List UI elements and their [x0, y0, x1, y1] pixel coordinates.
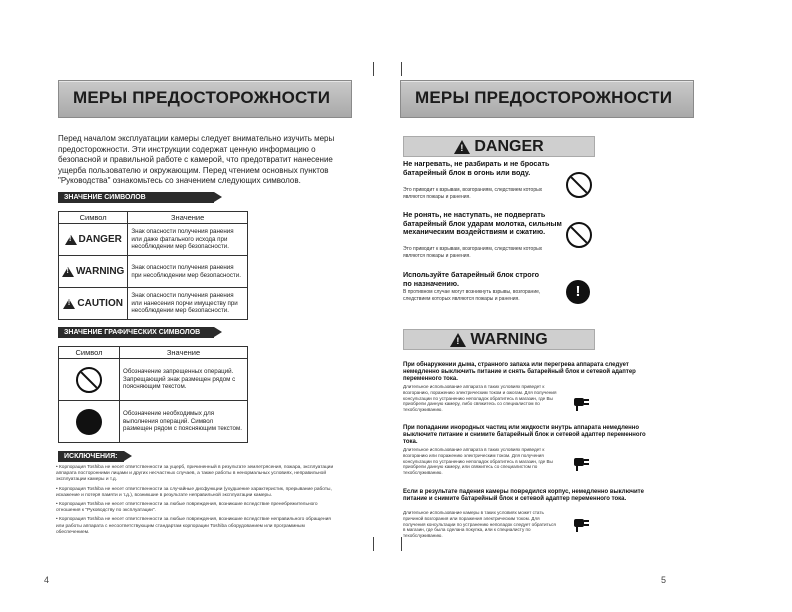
- danger-item-body: В противном случае могут возникнуть взрывы, возгорание, следствием которых являются пожары и ранения.: [403, 289, 541, 302]
- unplug-icon: [574, 513, 594, 531]
- warning-meaning: Знак опасности получения ранения при несоблюдении мер безопасности.: [128, 256, 248, 288]
- prohibition-meaning: Обозначение запрещенных операций. Запрещающий знак размещен рядом с поясняющим текстом.: [120, 359, 248, 401]
- unplug-icon: [574, 392, 594, 410]
- right-page-header: [400, 80, 694, 118]
- mandatory-icon: !: [566, 280, 590, 304]
- col-meaning: Значение: [128, 212, 248, 224]
- col-meaning: Значение: [120, 347, 248, 359]
- warning-triangle-icon: [450, 333, 466, 347]
- unplug-icon: [574, 452, 594, 470]
- exception-item: • Корпорация Toshiba не несет ответственности за любые повреждения, возникшие вследствие неправильного обращения или работы аппарата с несоответствующим стандартам корпорации Toshiba оборудованием или программным обеспечением.: [56, 517, 331, 535]
- danger-item-heading: Не ронять, не наступать, не подвергать батарейный блок ударам молотка, сильным механическим воздействиям и сжатию.: [403, 210, 562, 237]
- page-number-right: 5: [661, 575, 667, 585]
- warning-triangle-icon: [454, 140, 470, 154]
- mandatory-icon: [76, 409, 102, 435]
- col-symbol: Символ: [59, 347, 120, 359]
- prohibition-icon: [566, 222, 592, 248]
- warning-item-heading: При попадании инородных частиц или жидкости внутрь аппарата немедленно выключите питание и снимите батарейный блок и сетевой адаптер переменного тока.: [403, 425, 646, 445]
- danger-item-body: Это приводит к взрывам, возгораниям, следствием которых являются пожары и ранения.: [403, 246, 543, 259]
- warning-triangle-icon: [62, 267, 74, 277]
- left-page-header: [58, 80, 352, 118]
- exceptions-section-heading: ИСКЛЮЧЕНИЯ:: [58, 451, 124, 462]
- crop-mark: [373, 62, 374, 76]
- warning-banner: ! WARNING: [403, 329, 595, 350]
- prohibition-icon: [76, 367, 102, 393]
- exception-item: • Корпорация Toshiba не несет ответственности за ущерб, причиненный в результате землетрясения, пожара, эксплуатации аппарата посторонними лицами и других несчастных случаев, а также работы в ненормальных условиях, неправильной эксплуатации камеры и т.д.: [56, 465, 334, 483]
- danger-item-heading: Используйте батарейный блок строго по назначению.: [403, 270, 539, 288]
- warning-triangle-icon: [63, 299, 75, 309]
- graphic-section-heading: ЗНАЧЕНИЕ ГРАФИЧЕСКИХ СИМВОЛОВ: [58, 327, 214, 338]
- crop-mark: [401, 62, 402, 76]
- page-number-left: 4: [44, 575, 50, 585]
- prohibition-icon: [566, 172, 592, 198]
- warning-item-body: Длительное использование аппарата в таких условиях приведет к возгоранию, поражению электрическим током и ожогам. Для получения консультации по устранению неполадок обратитесь в магазин, где Вы приобрели данную камеру, либо свяжитесь со специалистом по техобслуживанию.: [403, 384, 557, 413]
- symbols-table: [58, 211, 248, 320]
- crop-mark: [401, 537, 402, 551]
- right-page-title: МЕРЫ ПРЕДОСТОРОЖНОСТИ: [415, 88, 673, 107]
- warning-item-body: Длительное использование камеры в таких условиях может стать причиной возгорания или поражения электрическим током. Для получения консультации по устранению неполадок следует обратиться в магазин, где была сделана покупка, или к специалисту по техобслуживанию.: [403, 510, 556, 539]
- danger-banner: ! DANGER: [403, 136, 595, 157]
- col-symbol: Символ: [59, 212, 128, 224]
- symbols-section-heading: ЗНАЧЕНИЕ СИМВОЛОВ: [58, 192, 214, 203]
- left-page-title: МЕРЫ ПРЕДОСТОРОЖНОСТИ: [73, 88, 331, 107]
- danger-symbol: ! DANGER: [62, 235, 124, 245]
- warning-item-body: Длительное использование аппарата в таких условиях приведет к возгоранию или поражению электрическим током. Для получения консультации по устранению неполадок обратитесь в магазин, где Вы приобрели данную камеру, или свяжитесь со специалистом по техобслуживанию.: [403, 447, 553, 476]
- crop-mark: [373, 537, 374, 551]
- caution-meaning: Знак опасности получения ранения или нанесения порчи имуществу при несоблюдении мер безопасности.: [128, 288, 248, 320]
- warning-item-heading: При обнаружении дыма, странного запаха или перегрева аппарата следует немедленно выключить питание и снять батарейный блок и сетевой адаптер переменного тока.: [403, 362, 636, 382]
- caution-symbol: ! CAUTION: [62, 299, 124, 309]
- warning-symbol: ! WARNING: [62, 267, 124, 277]
- exception-item: • Корпорация Toshiba не несет ответственности за любые повреждения, возникшие вследствие пренебрежительного отношения к "Руководству по эксплуатации".: [56, 502, 318, 514]
- danger-item-heading: Не нагревать, не разбирать и не бросать батарейный блок в огонь или воду.: [403, 159, 550, 177]
- graphics-table: [58, 346, 248, 443]
- danger-meaning: Знак опасности получения ранения или даже фатального исхода при несоблюдении мер безопасности.: [128, 224, 248, 256]
- warning-triangle-icon: [65, 235, 77, 245]
- exception-item: • Корпорация Toshiba не несет ответственности за случайные дисфункции (ухудшение характеристик, прерывание работы, искажение и потеря памяти и т.д.), возникшие в результате неправильной эксплуатации камеры.: [56, 486, 332, 498]
- exceptions-list: [56, 465, 336, 539]
- mandatory-meaning: Обозначение необходимых для выполнения операций. Символ размещен рядом с поясняющим текстом.: [120, 401, 248, 443]
- danger-item-body: Это приводит к взрывам, возгораниям, следствием которых являются пожары и ранения.: [403, 187, 543, 200]
- intro-paragraph: Перед началом эксплуатации камеры следует внимательно изучить меры предосторожности. Эти инструкции содержат ценную информацию о безопасной и правильной работе с камерой, что предотвратит нанесение ущерба пользователю и окружающим. Перед чтением основных пунктов "Руководства" ознакомьтесь со значением следующих символов.: [58, 134, 335, 186]
- warning-item-heading: Если в результате падения камеры повредился корпус, немедленно выключите питание и снимите батарейный блок и сетевой адаптер переменного тока.: [403, 489, 644, 502]
